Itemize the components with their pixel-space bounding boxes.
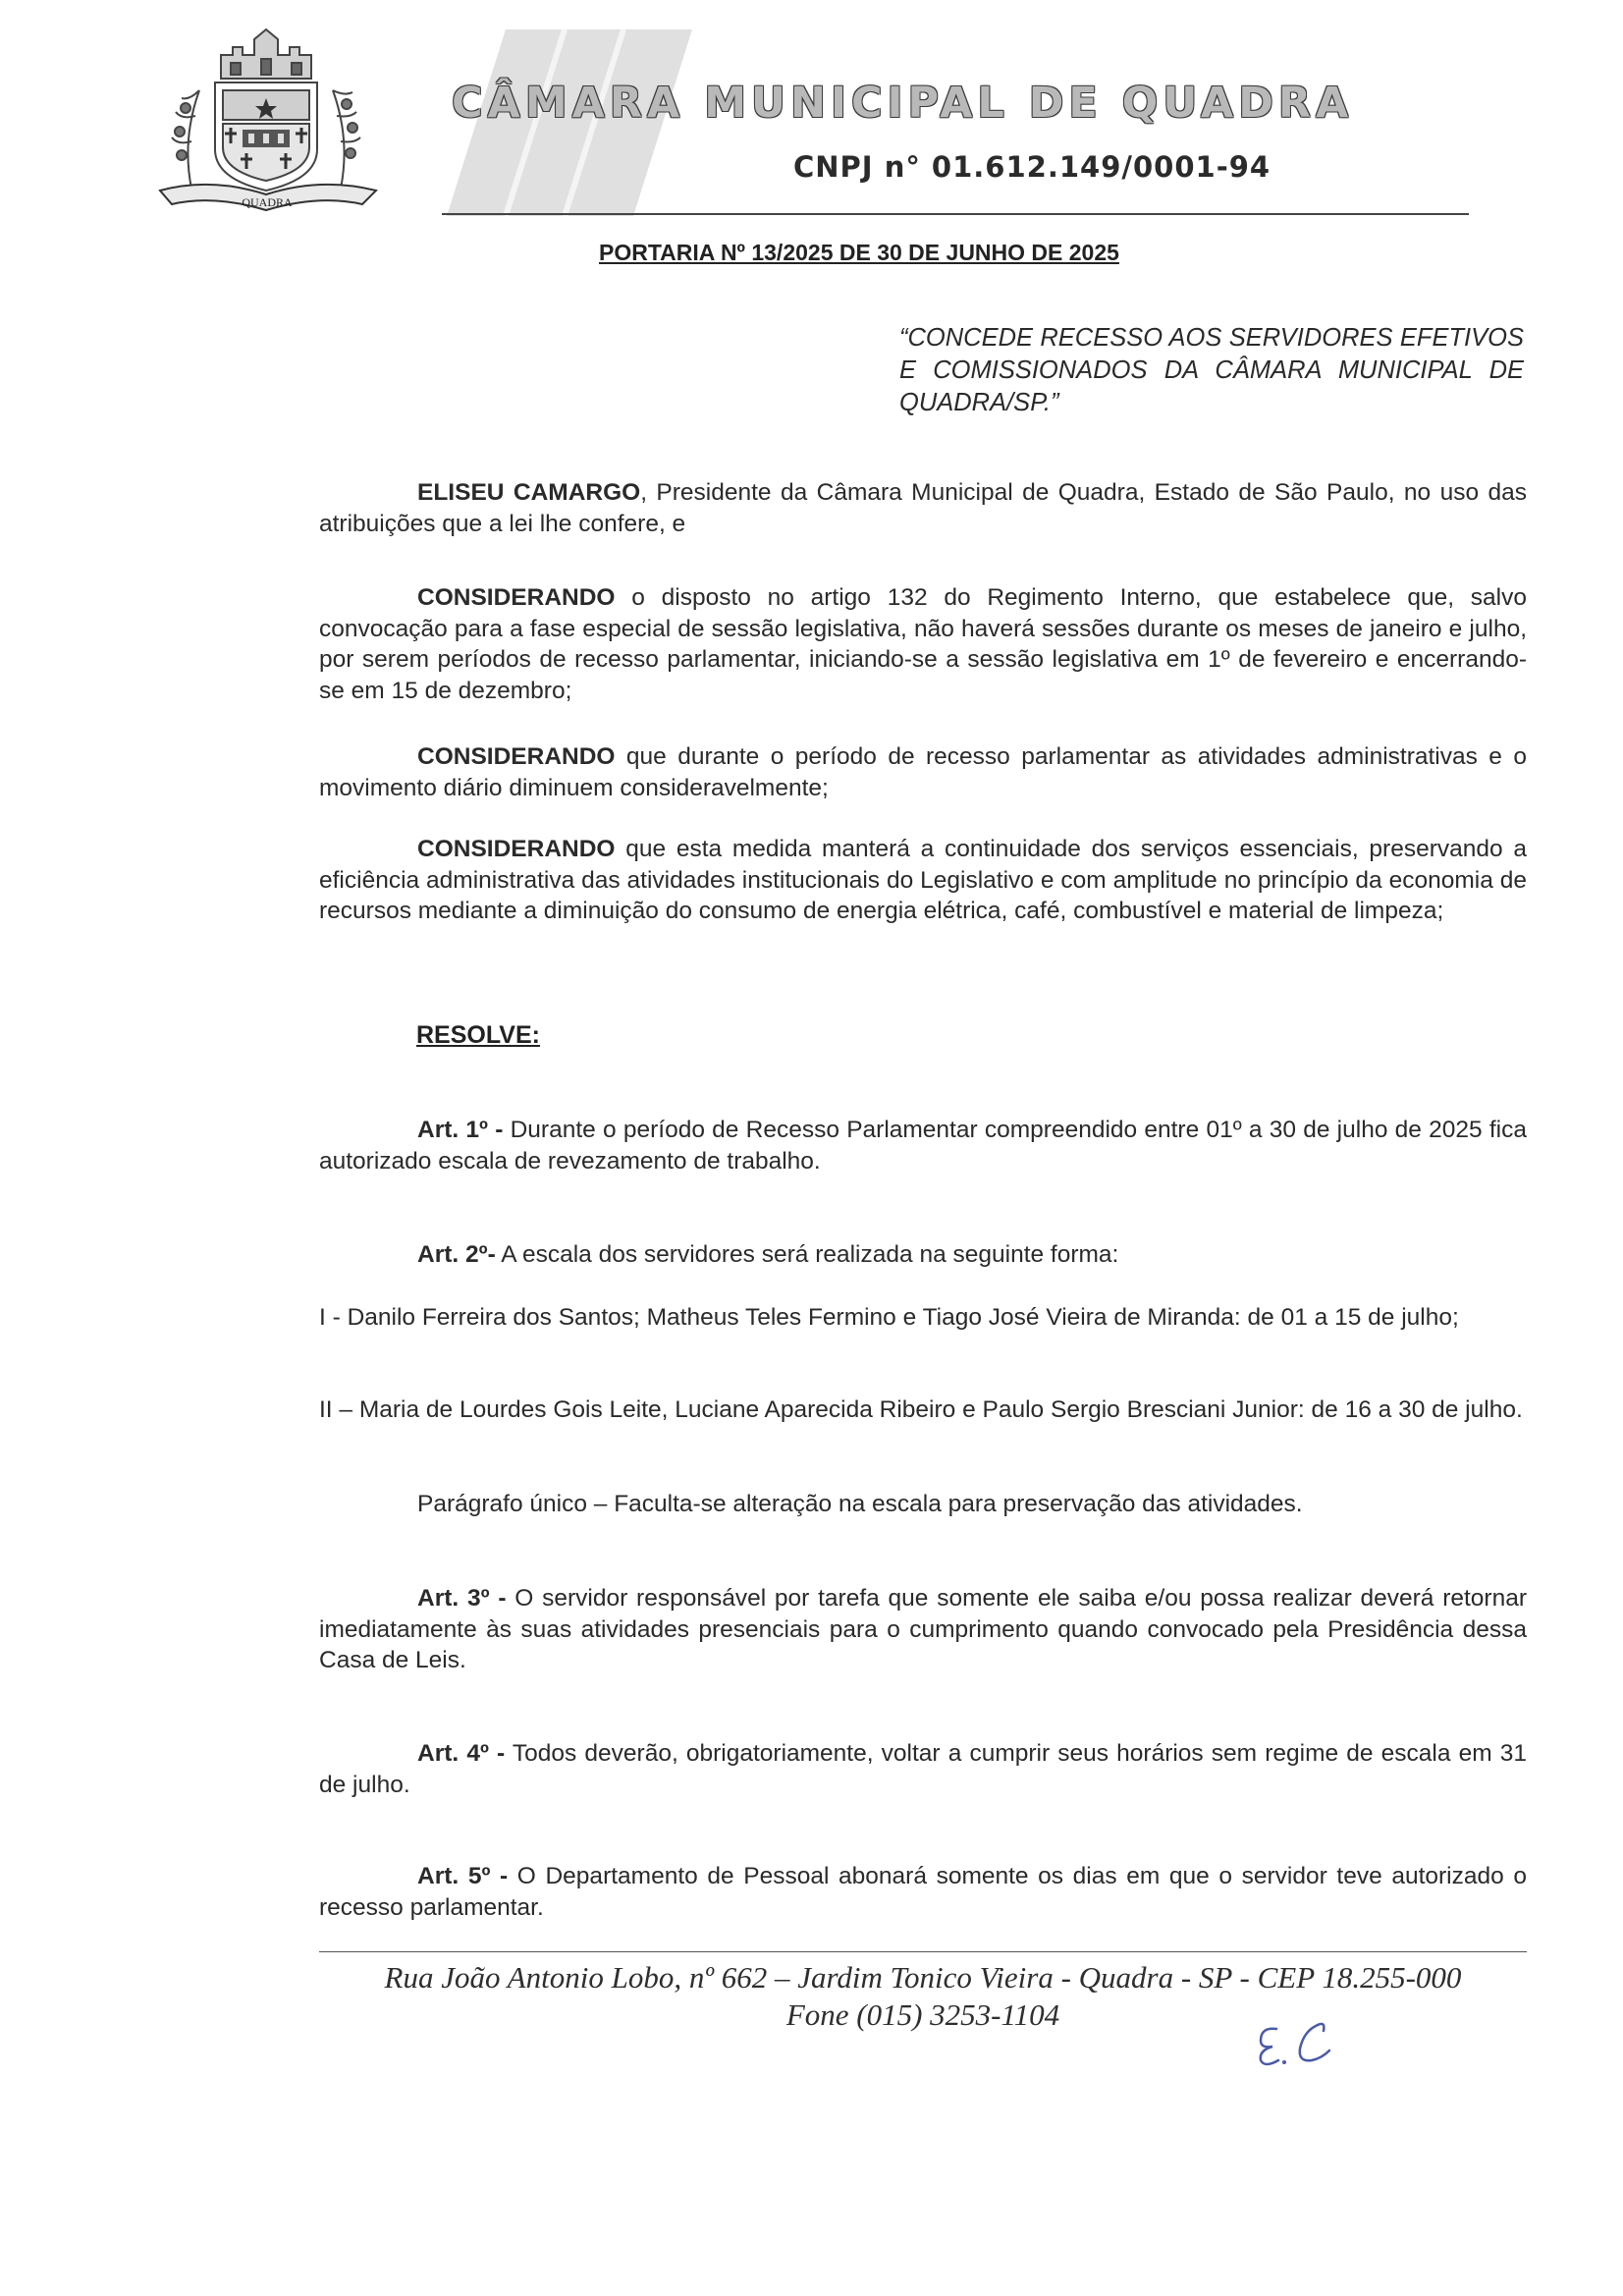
- article-3: [319, 1583, 1527, 1676]
- considerando-paragraph-3: [319, 834, 1527, 927]
- article-2-label: Art. 2º-: [417, 1241, 496, 1268]
- considerando-label: CONSIDERANDO: [417, 743, 616, 770]
- article-2-text: A escala dos servidores será realizada na seguinte forma:: [495, 1241, 1119, 1268]
- article-4: [319, 1738, 1527, 1800]
- article-5-label: Art. 5º -: [417, 1863, 509, 1889]
- article-1-label: Art. 1º -: [417, 1117, 504, 1143]
- article-2: [319, 1239, 1527, 1271]
- preamble-text: , Presidente da Câmara Municipal de Quadra, Estado de São Paulo, no uso das atribuições que a lei lhe confere, e: [319, 479, 1527, 537]
- article-4-label: Art. 4º -: [417, 1740, 506, 1767]
- article-3-label: Art. 3º -: [417, 1585, 507, 1612]
- footer-phone: Fone (015) 3253-1104: [785, 1997, 1060, 2032]
- footer-divider: [319, 1951, 1527, 1952]
- considerando-text-1: o disposto no artigo 132 do Regimento Interno, que estabelece que, salvo convocação para a fase especial de sessão legislativa, não haverá sessões durante os meses de janeiro e julho, por serem períodos de recesso parlamentar, iniciando-se a sessão legislativa em 1º de fevereiro e encerrando-se em 15 de dezembro;: [319, 584, 1527, 704]
- crest-banner-text: QUADRA: [242, 195, 293, 209]
- institution-name: CÂMARA MUNICIPAL DE QUADRA: [452, 79, 1354, 128]
- municipal-crest-logo: [152, 22, 383, 218]
- article-5: [319, 1861, 1527, 1923]
- document-title: PORTARIA Nº 13/2025 DE 30 DE JUNHO DE 2025: [599, 240, 1119, 265]
- considerando-text-3: que esta medida manterá a continuidade dos serviços essenciais, preservando a eficiência administrativa das atividades institucionais do Legislativo e com amplitude no princípio da economia de recursos mediante a diminuição do consumo de energia elétrica, café, combustível e material de limpeza;: [319, 836, 1527, 924]
- schedule-item-1: I - Danilo Ferreira dos Santos; Matheus Teles Fermino e Tiago José Vieira de Miranda: de 01 a 15 de julho;: [319, 1304, 1459, 1331]
- considerando-paragraph-2: [319, 741, 1527, 803]
- cnpj-number: CNPJ n° 01.612.149/0001-94: [793, 150, 1271, 184]
- preamble-paragraph: [319, 477, 1527, 539]
- paragrafo-unico: Parágrafo único – Faculta-se alteração na escala para preservação das atividades.: [417, 1491, 1303, 1517]
- article-5-text: O Departamento de Pessoal abonará somente os dias em que o servidor teve autorizado o recesso parlamentar.: [319, 1863, 1527, 1921]
- considerando-text-2: que durante o período de recesso parlamentar as atividades administrativas e o movimento diário diminuem consideravelmente;: [319, 743, 1527, 801]
- article-1-text: Durante o período de Recesso Parlamentar compreendido entre 01º a 30 de julho de 2025 fica autorizado escala de revezamento de trabalho.: [319, 1117, 1528, 1175]
- article-1: [319, 1115, 1527, 1176]
- handwritten-initials: [1247, 2015, 1355, 2070]
- document-ementa: “CONCEDE RECESSO AOS SERVIDORES EFETIVOS E COMISSIONADOS DA CÂMARA MUNICIPAL DE QUADRA/SP.”: [899, 324, 1524, 416]
- considerando-paragraph-1: [319, 582, 1527, 706]
- header-divider: [442, 213, 1469, 215]
- footer-address: Rua João Antonio Lobo, nº 662 – Jardim Tonico Vieira - Quadra - SP - CEP 18.255-000: [384, 1960, 1462, 1995]
- considerando-label: CONSIDERANDO: [417, 584, 616, 611]
- schedule-item-2: II – Maria de Lourdes Gois Leite, Luciane Aparecida Ribeiro e Paulo Sergio Bresciani Junior: de 16 a 30 de julho.: [319, 1396, 1523, 1423]
- president-name: ELISEU CAMARGO: [417, 479, 641, 506]
- article-3-text: O servidor responsável por tarefa que somente ele saiba e/ou possa realizar deverá retornar imediatamente às suas atividades presenciais para o cumprimento quando convocado pela Presidência dessa Casa de Leis.: [319, 1585, 1528, 1673]
- article-4-text: Todos deverão, obrigatoriamente, voltar a cumprir seus horários sem regime de escala em 31 de julho.: [319, 1740, 1527, 1798]
- considerando-label: CONSIDERANDO: [417, 836, 616, 862]
- resolve-heading: RESOLVE:: [416, 1021, 540, 1049]
